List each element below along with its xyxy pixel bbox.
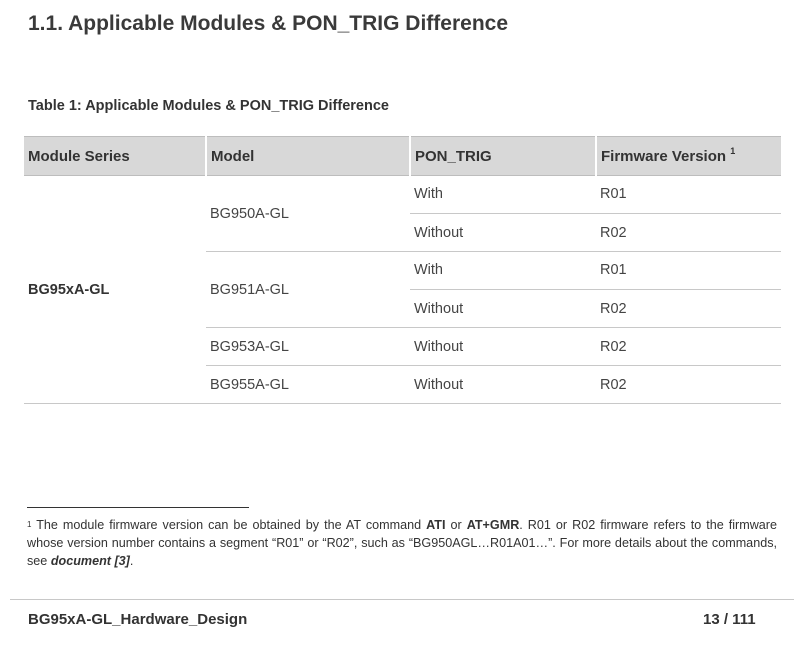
footnote-command: AT+GMR bbox=[466, 518, 520, 532]
footnote-command: ATI bbox=[426, 518, 446, 532]
header-firmware-label: Firmware Version bbox=[601, 147, 727, 165]
footnote-text: or bbox=[445, 518, 467, 532]
footnote bbox=[27, 516, 777, 570]
firmware-cell: R01 bbox=[596, 252, 781, 290]
firmware-cell: R01 bbox=[596, 176, 781, 214]
footnote-text: . bbox=[129, 554, 134, 568]
model-cell: BG951A-GL bbox=[206, 252, 410, 328]
footer-page-number: 13 / 111 bbox=[703, 611, 756, 628]
pon-trig-cell: Without bbox=[410, 366, 596, 404]
footnote-text: . R01 or R02 firmware refers to the firmware whose version number contains a segment “R01” or “R02”, such as “BG950AGL…R01A01…”. For more details about the commands, see bbox=[27, 518, 777, 568]
table-header-row bbox=[24, 137, 781, 176]
footnote-divider bbox=[27, 507, 249, 508]
header-pon-trig: PON_TRIG bbox=[410, 137, 596, 176]
model-cell: BG955A-GL bbox=[206, 366, 410, 404]
modules-table bbox=[24, 136, 781, 404]
header-model: Model bbox=[206, 137, 410, 176]
firmware-cell: R02 bbox=[596, 328, 781, 366]
footnote-text: The module firmware version can be obtained by the AT command bbox=[31, 518, 427, 532]
table-row bbox=[24, 176, 781, 214]
firmware-cell: R02 bbox=[596, 366, 781, 404]
footer-document-name: BG95xA-GL_Hardware_Design bbox=[28, 611, 248, 628]
firmware-cell: R02 bbox=[596, 290, 781, 328]
pon-trig-cell: With bbox=[410, 252, 596, 290]
section-title: Applicable Modules & PON_TRIG Difference bbox=[68, 12, 509, 35]
pon-trig-cell: Without bbox=[410, 328, 596, 366]
footnote-ref[interactable]: 1 bbox=[730, 145, 736, 156]
pon-trig-cell: Without bbox=[410, 290, 596, 328]
module-series-cell: BG95xA-GL bbox=[24, 176, 206, 404]
header-module-series: Module Series bbox=[24, 137, 206, 176]
section-number: 1.1. bbox=[28, 12, 64, 35]
pon-trig-cell: With bbox=[410, 176, 596, 214]
firmware-cell: R02 bbox=[596, 214, 781, 252]
footnote-reference-link[interactable]: document [3] bbox=[50, 554, 130, 568]
header-firmware-version bbox=[596, 137, 781, 176]
model-cell: BG953A-GL bbox=[206, 328, 410, 366]
footer-divider bbox=[10, 599, 794, 600]
pon-trig-cell: Without bbox=[410, 214, 596, 252]
model-cell: BG950A-GL bbox=[206, 176, 410, 252]
section-heading bbox=[28, 12, 508, 36]
footnote-mark: 1 bbox=[27, 520, 32, 529]
table-caption: Table 1: Applicable Modules & PON_TRIG Difference bbox=[28, 98, 389, 114]
